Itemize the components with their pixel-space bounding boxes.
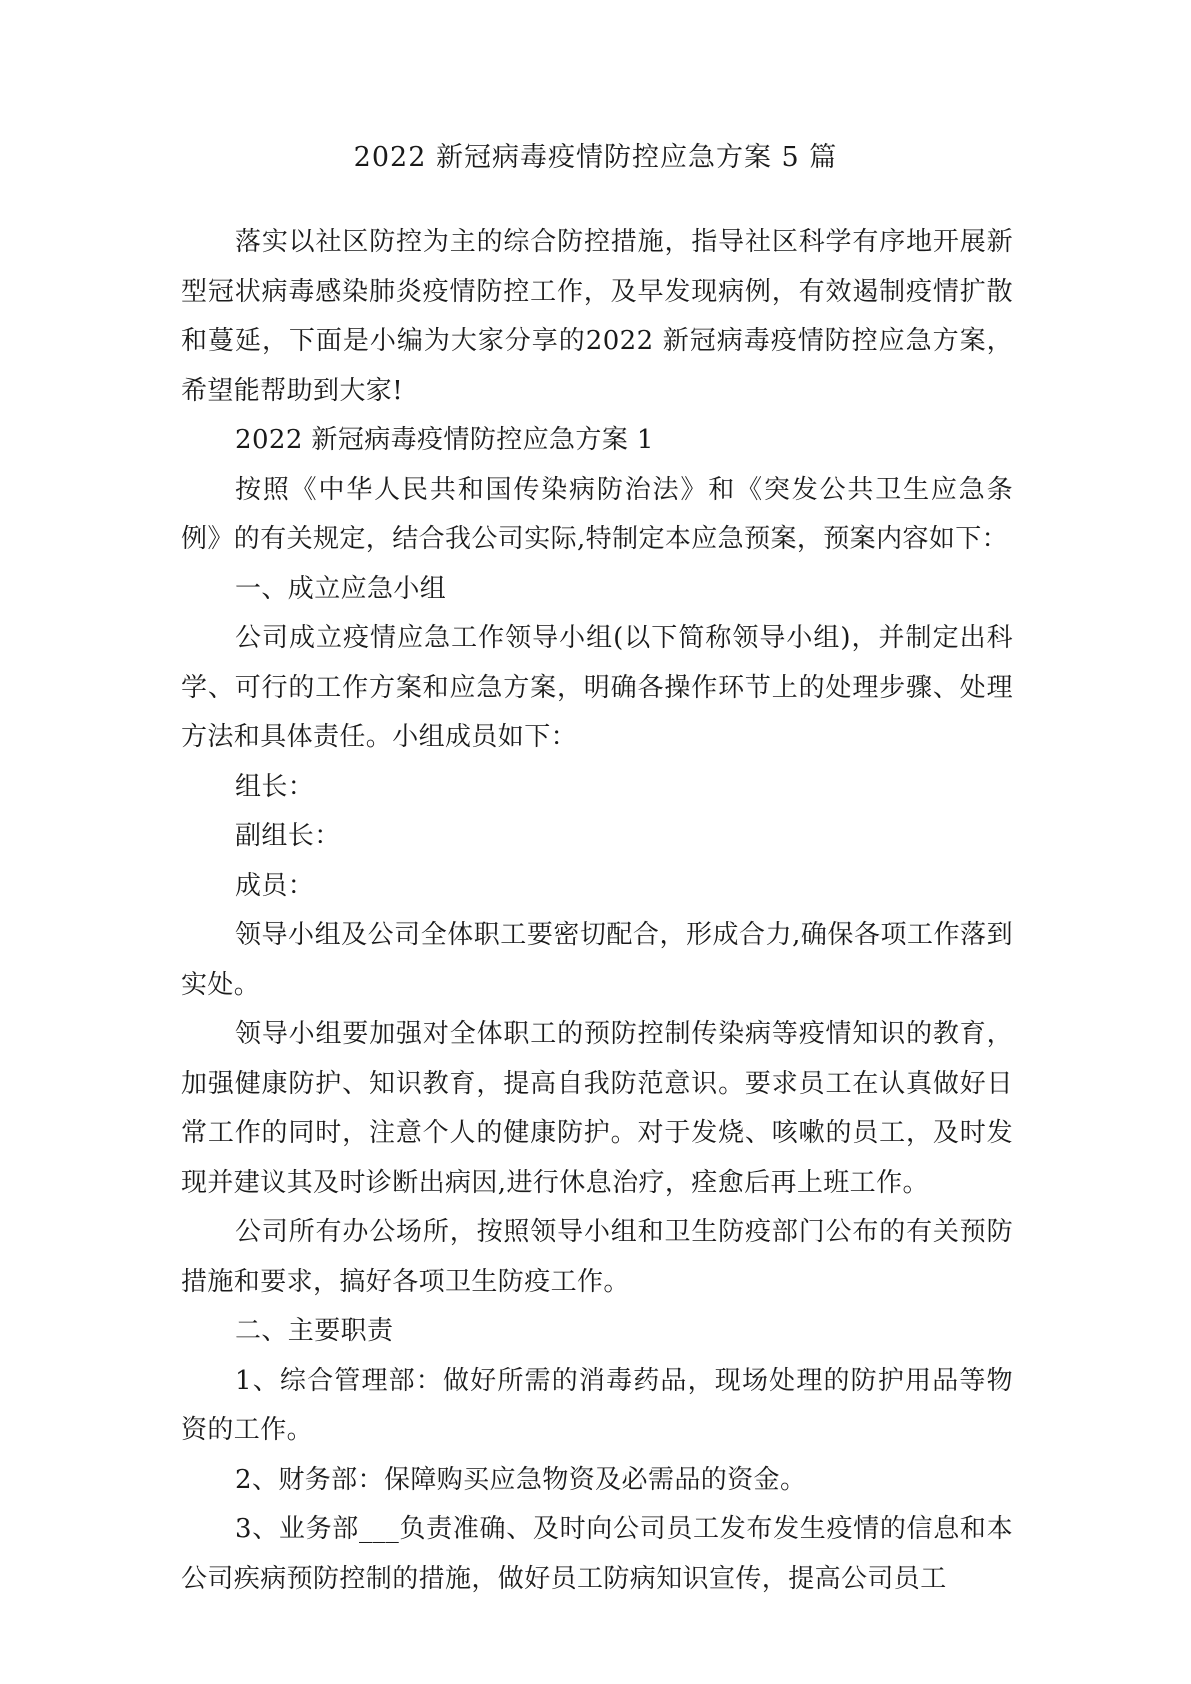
heading-emergency-group: 一、成立应急小组 xyxy=(235,573,447,604)
paragraph-group-setup: 公司成立疫情应急工作领导小组(以下简称领导小组)，并制定出科学、可行的工作方案和应急方案，明确各操作环节上的处理步骤、处理方法和具体责任。小组成员如下： xyxy=(181,623,1013,752)
paragraph-cooperation: 领导小组及公司全体职工要密切配合，形成合力,确保各项工作落到实处。 xyxy=(181,920,1013,1000)
heading-main-duties: 二、主要职责 xyxy=(235,1316,394,1346)
field-deputy-leader: 副组长： xyxy=(235,821,341,851)
field-leader: 组长： xyxy=(235,771,315,802)
paragraph-offices: 公司所有办公场所，按照领导小组和卫生防疫部门公布的有关预防措施和要求，搞好各项卫生防疫工作。 xyxy=(181,1217,1013,1297)
duty-business: 3、业务部___负责准确、及时向公司员工发布发生疫情的信息和本公司疾病预防控制的措施，做好员工防病知识宣传，提高公司员工 xyxy=(181,1514,1013,1594)
duty-general-management: 1、综合管理部：做好所需的消毒药品，现场处理的防护用品等物资的工作。 xyxy=(181,1365,1013,1445)
duty-finance: 2、财务部：保障购买应急物资及必需品的资金。 xyxy=(235,1464,807,1495)
paragraph-education: 领导小组要加强对全体职工的预防控制传染病等疫情知识的教育，加强健康防护、知识教育，提高自我防范意识。要求员工在认真做好日常工作的同时，注意个人的健康防护。对于发烧、咳嗽的员工，及时发现并建议其及时诊断出病因,进行休息治疗，痊愈后再上班工作。 xyxy=(181,1019,1013,1198)
field-members: 成员： xyxy=(235,870,315,901)
document-title: 2022 新冠病毒疫情防控应急方案 5 篇 xyxy=(353,142,838,173)
intro-paragraph: 落实以社区防控为主的综合防控措施，指导社区科学有序地开展新型冠状病毒感染肺炎疫情防控工作，及早发现病例，有效遏制疫情扩散和蔓延，下面是小编为大家分享的2022 新冠病毒疫情防控应急方案，希望能帮助到大家! xyxy=(181,227,1013,406)
paragraph-basis: 按照《中华人民共和国传染病防治法》和《突发公共卫生应急条例》的有关规定，结合我公司实际,特制定本应急预案，预案内容如下： xyxy=(181,474,1013,554)
document-body xyxy=(181,218,1013,1604)
section-heading-plan-1: 2022 新冠病毒疫情防控应急方案 1 xyxy=(235,425,654,455)
